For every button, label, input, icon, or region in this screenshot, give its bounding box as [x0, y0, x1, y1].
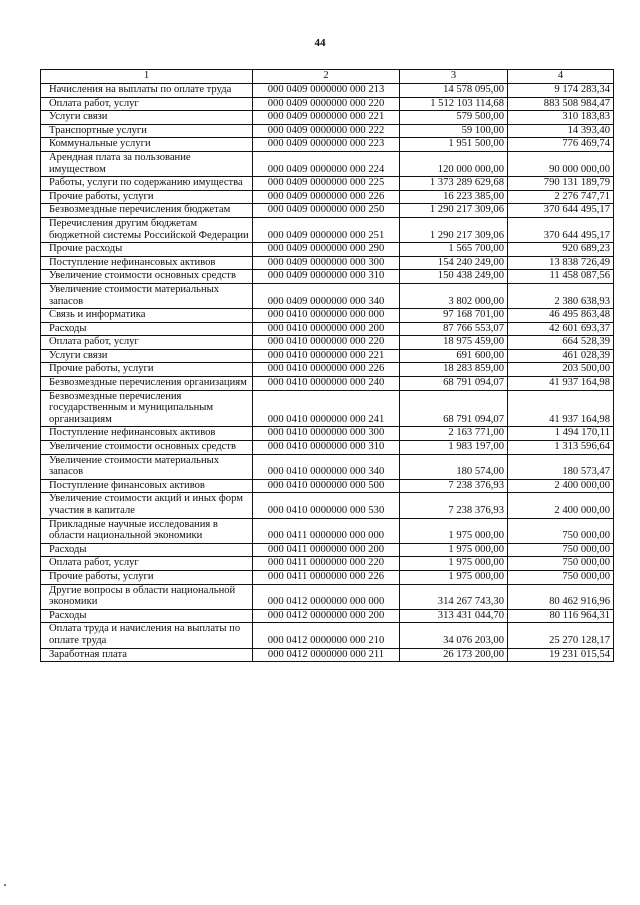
- row-code-cell: 000 0411 0000000 000 220: [253, 557, 400, 571]
- table-row: [41, 557, 614, 571]
- page-number: 44: [314, 37, 326, 49]
- table-row: [41, 138, 614, 152]
- row-value-cell: 19 231 015,54: [508, 648, 614, 662]
- table-row: [41, 336, 614, 350]
- row-value-cell: 11 458 087,56: [508, 270, 614, 284]
- column-header: 4: [508, 70, 614, 84]
- column-header: 3: [400, 70, 508, 84]
- row-value-cell: 750 000,00: [508, 570, 614, 584]
- row-name-cell: Коммунальные услуги: [41, 138, 253, 152]
- column-header: 1: [41, 70, 253, 84]
- row-value-cell: 1 494 170,11: [508, 427, 614, 441]
- row-value-cell: 14 393,40: [508, 124, 614, 138]
- row-value-cell: 1 975 000,00: [400, 570, 508, 584]
- row-name-cell: Увеличение стоимости материальных запасов: [41, 454, 253, 479]
- row-code-cell: 000 0409 0000000 000 225: [253, 177, 400, 191]
- row-value-cell: 750 000,00: [508, 543, 614, 557]
- row-value-cell: 41 937 164,98: [508, 377, 614, 391]
- budget-table-body: [41, 70, 614, 662]
- table-row: [41, 570, 614, 584]
- row-code-cell: 000 0410 0000000 000 000: [253, 309, 400, 323]
- row-value-cell: 18 283 859,00: [400, 363, 508, 377]
- row-code-cell: 000 0410 0000000 000 241: [253, 390, 400, 427]
- row-name-cell: Арендная плата за пользование имуществом: [41, 151, 253, 176]
- row-value-cell: 90 000 000,00: [508, 151, 614, 176]
- table-row: [41, 493, 614, 518]
- row-value-cell: 691 600,00: [400, 349, 508, 363]
- row-value-cell: 25 270 128,17: [508, 623, 614, 648]
- row-name-cell: Безвозмездные перечисления организациям: [41, 377, 253, 391]
- row-name-cell: Услуги связи: [41, 111, 253, 125]
- table-row: [41, 256, 614, 270]
- table-row: [41, 454, 614, 479]
- row-value-cell: 1 290 217 309,06: [400, 204, 508, 218]
- table-row: [41, 609, 614, 623]
- row-code-cell: 000 0410 0000000 000 310: [253, 441, 400, 455]
- row-value-cell: 9 174 283,34: [508, 84, 614, 98]
- row-code-cell: 000 0412 0000000 000 210: [253, 623, 400, 648]
- row-value-cell: 14 578 095,00: [400, 84, 508, 98]
- row-value-cell: 1 975 000,00: [400, 518, 508, 543]
- row-value-cell: 750 000,00: [508, 518, 614, 543]
- table-row: [41, 243, 614, 257]
- row-value-cell: 1 975 000,00: [400, 557, 508, 571]
- row-name-cell: Оплата работ, услуг: [41, 336, 253, 350]
- row-name-cell: Безвозмездные перечисления государственным и муниципальным организациям: [41, 390, 253, 427]
- row-name-cell: Работы, услуги по содержанию имущества: [41, 177, 253, 191]
- row-name-cell: Транспортные услуги: [41, 124, 253, 138]
- row-name-cell: Оплата работ, услуг: [41, 97, 253, 111]
- table-row: [41, 623, 614, 648]
- row-code-cell: 000 0410 0000000 000 226: [253, 363, 400, 377]
- row-value-cell: 3 802 000,00: [400, 283, 508, 308]
- row-name-cell: Прочие работы, услуги: [41, 190, 253, 204]
- row-name-cell: Безвозмездные перечисления бюджетам: [41, 204, 253, 218]
- row-value-cell: 16 223 385,00: [400, 190, 508, 204]
- row-name-cell: Расходы: [41, 543, 253, 557]
- row-code-cell: 000 0410 0000000 000 240: [253, 377, 400, 391]
- row-name-cell: Расходы: [41, 322, 253, 336]
- row-value-cell: 2 400 000,00: [508, 479, 614, 493]
- column-header: 2: [253, 70, 400, 84]
- row-name-cell: Увеличение стоимости основных средств: [41, 270, 253, 284]
- row-value-cell: 314 267 743,30: [400, 584, 508, 609]
- row-code-cell: 000 0409 0000000 000 220: [253, 97, 400, 111]
- row-name-cell: Прочие работы, услуги: [41, 570, 253, 584]
- row-code-cell: 000 0409 0000000 000 223: [253, 138, 400, 152]
- row-value-cell: 59 100,00: [400, 124, 508, 138]
- row-value-cell: 776 469,74: [508, 138, 614, 152]
- row-value-cell: 310 183,83: [508, 111, 614, 125]
- budget-table: [40, 69, 614, 662]
- row-value-cell: 97 168 701,00: [400, 309, 508, 323]
- table-row: [41, 584, 614, 609]
- row-value-cell: 370 644 495,17: [508, 204, 614, 218]
- row-value-cell: 1 983 197,00: [400, 441, 508, 455]
- row-name-cell: Связь и информатика: [41, 309, 253, 323]
- row-value-cell: 370 644 495,17: [508, 217, 614, 242]
- row-name-cell: Заработная плата: [41, 648, 253, 662]
- row-value-cell: 150 438 249,00: [400, 270, 508, 284]
- row-name-cell: Увеличение стоимости акций и иных форм участия в капитале: [41, 493, 253, 518]
- row-name-cell: Увеличение стоимости материальных запасов: [41, 283, 253, 308]
- row-name-cell: Прикладные научные исследования в области национальной экономики: [41, 518, 253, 543]
- row-value-cell: 80 116 964,31: [508, 609, 614, 623]
- row-value-cell: 7 238 376,93: [400, 493, 508, 518]
- table-row: [41, 479, 614, 493]
- row-value-cell: 2 276 747,71: [508, 190, 614, 204]
- table-row: [41, 349, 614, 363]
- row-code-cell: 000 0412 0000000 000 200: [253, 609, 400, 623]
- row-value-cell: 2 380 638,93: [508, 283, 614, 308]
- table-row: [41, 97, 614, 111]
- row-value-cell: 750 000,00: [508, 557, 614, 571]
- table-row: [41, 204, 614, 218]
- row-code-cell: 000 0409 0000000 000 221: [253, 111, 400, 125]
- table-row: [41, 177, 614, 191]
- row-code-cell: 000 0410 0000000 000 220: [253, 336, 400, 350]
- row-value-cell: 34 076 203,00: [400, 623, 508, 648]
- table-row: [41, 111, 614, 125]
- row-value-cell: 883 508 984,47: [508, 97, 614, 111]
- row-code-cell: 000 0409 0000000 000 300: [253, 256, 400, 270]
- row-code-cell: 000 0409 0000000 000 340: [253, 283, 400, 308]
- table-row: [41, 84, 614, 98]
- row-code-cell: 000 0409 0000000 000 310: [253, 270, 400, 284]
- row-value-cell: 1 975 000,00: [400, 543, 508, 557]
- row-value-cell: 920 689,23: [508, 243, 614, 257]
- table-row: [41, 518, 614, 543]
- row-code-cell: 000 0411 0000000 000 226: [253, 570, 400, 584]
- row-code-cell: 000 0410 0000000 000 300: [253, 427, 400, 441]
- row-code-cell: 000 0410 0000000 000 221: [253, 349, 400, 363]
- row-name-cell: Услуги связи: [41, 349, 253, 363]
- table-row: [41, 441, 614, 455]
- row-value-cell: 2 163 771,00: [400, 427, 508, 441]
- row-name-cell: Начисления на выплаты по оплате труда: [41, 84, 253, 98]
- row-code-cell: 000 0409 0000000 000 224: [253, 151, 400, 176]
- table-header-row: [41, 70, 614, 84]
- row-value-cell: 1 313 596,64: [508, 441, 614, 455]
- row-value-cell: 1 951 500,00: [400, 138, 508, 152]
- row-code-cell: 000 0410 0000000 000 530: [253, 493, 400, 518]
- table-row: [41, 543, 614, 557]
- row-value-cell: 313 431 044,70: [400, 609, 508, 623]
- row-value-cell: 2 400 000,00: [508, 493, 614, 518]
- row-value-cell: 68 791 094,07: [400, 390, 508, 427]
- table-row: [41, 377, 614, 391]
- row-value-cell: 7 238 376,93: [400, 479, 508, 493]
- table-row: [41, 270, 614, 284]
- row-code-cell: 000 0410 0000000 000 500: [253, 479, 400, 493]
- row-name-cell: Другие вопросы в области национальной экономики: [41, 584, 253, 609]
- table-row: [41, 648, 614, 662]
- row-code-cell: 000 0412 0000000 000 000: [253, 584, 400, 609]
- row-name-cell: Оплата работ, услуг: [41, 557, 253, 571]
- row-value-cell: 46 495 863,48: [508, 309, 614, 323]
- row-value-cell: 180 573,47: [508, 454, 614, 479]
- row-code-cell: 000 0409 0000000 000 251: [253, 217, 400, 242]
- row-value-cell: 80 462 916,96: [508, 584, 614, 609]
- row-code-cell: 000 0411 0000000 000 000: [253, 518, 400, 543]
- row-code-cell: 000 0409 0000000 000 213: [253, 84, 400, 98]
- row-name-cell: Увеличение стоимости основных средств: [41, 441, 253, 455]
- row-value-cell: 180 574,00: [400, 454, 508, 479]
- row-code-cell: 000 0409 0000000 000 226: [253, 190, 400, 204]
- row-value-cell: 461 028,39: [508, 349, 614, 363]
- row-value-cell: 87 766 553,07: [400, 322, 508, 336]
- row-name-cell: Прочие работы, услуги: [41, 363, 253, 377]
- row-value-cell: 664 528,39: [508, 336, 614, 350]
- table-row: [41, 363, 614, 377]
- table-row: [41, 427, 614, 441]
- row-name-cell: Расходы: [41, 609, 253, 623]
- row-code-cell: 000 0412 0000000 000 211: [253, 648, 400, 662]
- row-name-cell: Поступление финансовых активов: [41, 479, 253, 493]
- row-value-cell: 1 565 700,00: [400, 243, 508, 257]
- row-name-cell: Прочие расходы: [41, 243, 253, 257]
- table-row: [41, 124, 614, 138]
- row-value-cell: 1 373 289 629,68: [400, 177, 508, 191]
- row-value-cell: 790 131 189,79: [508, 177, 614, 191]
- table-row: [41, 151, 614, 176]
- row-value-cell: 120 000 000,00: [400, 151, 508, 176]
- row-value-cell: 42 601 693,37: [508, 322, 614, 336]
- row-name-cell: Поступление нефинансовых активов: [41, 427, 253, 441]
- row-value-cell: 13 838 726,49: [508, 256, 614, 270]
- row-code-cell: 000 0409 0000000 000 250: [253, 204, 400, 218]
- row-value-cell: 154 240 249,00: [400, 256, 508, 270]
- table-row: [41, 190, 614, 204]
- row-value-cell: 203 500,00: [508, 363, 614, 377]
- scan-mark: [4, 884, 6, 886]
- row-value-cell: 579 500,00: [400, 111, 508, 125]
- row-value-cell: 26 173 200,00: [400, 648, 508, 662]
- table-row: [41, 390, 614, 427]
- row-code-cell: 000 0409 0000000 000 290: [253, 243, 400, 257]
- row-name-cell: Перечисления другим бюджетам бюджетной системы Российской Федерации: [41, 217, 253, 242]
- row-code-cell: 000 0410 0000000 000 200: [253, 322, 400, 336]
- row-value-cell: 68 791 094,07: [400, 377, 508, 391]
- row-name-cell: Поступление нефинансовых активов: [41, 256, 253, 270]
- row-value-cell: 1 512 103 114,68: [400, 97, 508, 111]
- row-code-cell: 000 0410 0000000 000 340: [253, 454, 400, 479]
- row-value-cell: 1 290 217 309,06: [400, 217, 508, 242]
- table-row: [41, 217, 614, 242]
- row-code-cell: 000 0411 0000000 000 200: [253, 543, 400, 557]
- table-row: [41, 283, 614, 308]
- table-row: [41, 309, 614, 323]
- row-value-cell: 41 937 164,98: [508, 390, 614, 427]
- table-row: [41, 322, 614, 336]
- row-code-cell: 000 0409 0000000 000 222: [253, 124, 400, 138]
- row-value-cell: 18 975 459,00: [400, 336, 508, 350]
- row-name-cell: Оплата труда и начисления на выплаты по оплате труда: [41, 623, 253, 648]
